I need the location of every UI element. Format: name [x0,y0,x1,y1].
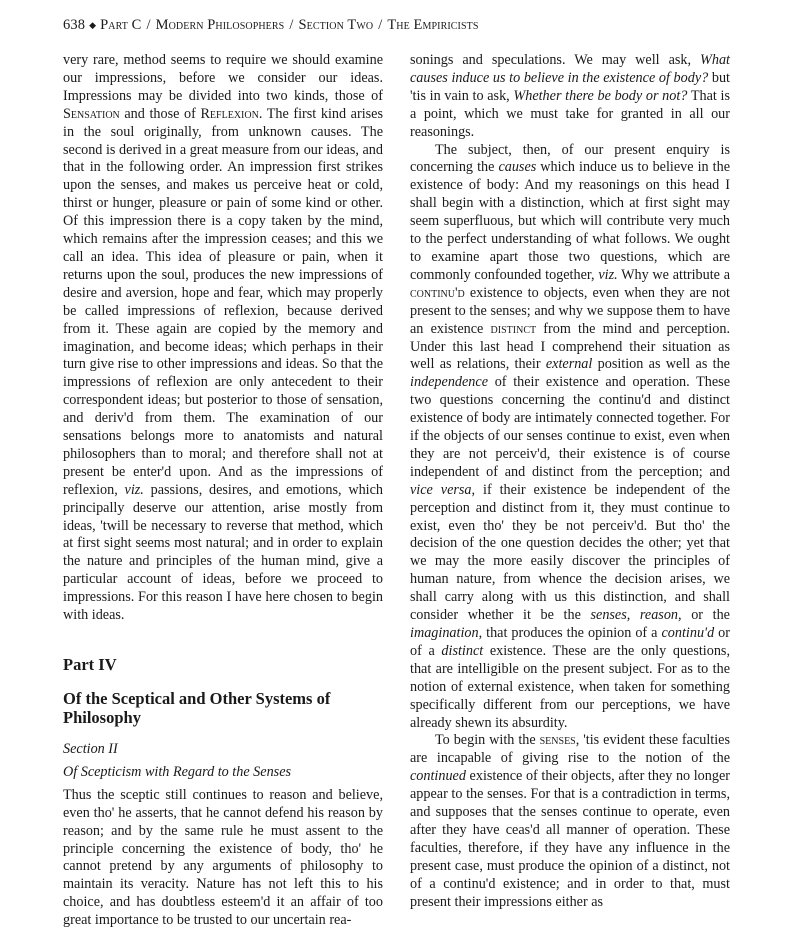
small-caps-term: Sensation [63,105,120,122]
small-caps-term: senses [539,732,576,749]
small-caps-term: continu'd [410,284,465,301]
text-run: The subject, then, of our present enquiry is concerning the [410,141,730,176]
running-head-separator: / [289,17,294,33]
running-head-section: Section Two [298,17,374,33]
italic-term: external [545,356,593,373]
italic-term: imagination [410,625,479,641]
text-run: passions, desires, and emotions, which principally deserve our attention, arise mostly from ideas, 'twill be necessary to reverse that method, which at first sight seems most natural; and in order to explain the nature and principles of the human mind, give a particular account of ideas, before we proceed to impressions. For this reason I have here chosen to begin with ideas. [63,481,383,624]
text-run: That is a point, which we must take for granted in all our reasonings. [410,87,730,140]
italic-term: Whether there be body or not? [513,87,688,104]
text-run: existence to objects, even when they are not present to the senses; and why we suppose them to have an existence [410,284,730,337]
text-run: or the [681,607,730,624]
italic-term: independence [410,374,488,391]
running-head-topic: The Empiricists [387,17,479,33]
text-run: from the mind and perception. Under this last head I comprehend their situation as well as relations, their [410,320,731,373]
text-run: , 'tis evident these faculties are incapable of giving rise to the notion of the [410,732,730,767]
body-paragraph: Thus the sceptic still continues to reason and believe, even tho' he asserts, that he cannot defend his reason by reason; and by the same rule he must assent to the principle concerning the existence of body, tho' he cannot pretend by any arguments of philosophy to maintain its veracity. Nature has not left this to his choice, and has doubtless esteem'd it an affair of too great importance to be trusted to our uncertain rea- [63,786,383,929]
text-run: and those of [119,105,201,122]
diamond-bullet-icon: ◆ [89,20,97,30]
running-head-separator: / [378,17,383,33]
left-column [63,52,383,930]
body-paragraph [410,732,730,911]
text-run: , if their existence be independent of the perception and distinct from it, they must continue to exist, even tho' they be not perceiv'd. But tho' the decision of the one question decides the other; yet that we may the more easily discover the principles of human nature, from whence the decision arises, we shall carry along with us this distinction, and shall consider whether it be the [410,481,730,624]
italic-term: viz. [124,481,144,498]
text-run: . The first kind arises in the soul originally, from unknown causes. The second is derived in a great measure from our ideas, and that in the following order. An impression first strikes upon the senses, and makes us perceive heat or cold, thirst or hunger, pleasure or pain of some kind or other. Of this impression there is a copy taken by the mind, which remains after the impression ceases; and this we call an idea. This idea of pleasure or pain, when it returns upon the soul, produces the new impressions of desire and aversion, hope and fear, which may properly be called impressions of reflexion, because derived from it. These again are copied by the memory and imagination, and become ideas; which perhaps in their turn give rise to other impressions and ideas. So that the impressions of reflexion are only antecedent to their correspondent ideas; but posterior to those of sensation, and deriv'd from them. The examination of our sensations belongs more to anatomists and natural philosophers than to moral; and therefore shall not at present be enter'd upon. And as the impressions of reflexion, [63,105,383,498]
running-head-part: Part C [100,17,142,33]
small-caps-term: distinct [490,320,537,337]
chapter-title: Of the Sceptical and Other Systems of Philosophy [63,689,331,727]
body-paragraph [410,52,730,142]
italic-term: vice versa [410,481,472,498]
right-column [410,52,730,912]
text-run: , that produces the opinion of a [478,625,662,641]
running-head-separator: / [146,17,151,33]
italic-term: What causes induce us to believe in the existence of body? [410,52,730,86]
text-run: sonings and speculations. We may well ask, [410,52,701,68]
text-run: existence. These are the only questions, that are intelligible on the present subject. For as to the notion of external existence, when taken for something specifically different from our perceptions, we have already shewn its absurdity. [410,642,730,731]
body-paragraph [63,52,383,625]
text-run: position as well as the [592,356,730,373]
running-head-section-group: Modern Philosophers [155,17,285,33]
italic-term: senses, reason, [590,607,682,624]
page-number: 638 [63,17,86,33]
section-heading: Section II [63,741,118,757]
text-run: or of a [410,625,730,659]
text-run: of their existence and operation. These two questions concerning the continu'd and distinct existence of body are intimately connected together. For if the objects of our senses continue to exist, even when they are not perceiv'd, their existence is of course independent of and distinct from the perception; and [410,374,730,480]
italic-term: causes [498,159,537,176]
running-head [63,17,743,34]
subsection-heading: Of Scepticism with Regard to the Senses [63,763,292,780]
italic-term: continu'd [661,625,715,641]
text-run: Why we attribute a [617,266,731,283]
part-heading: Part IV [63,655,117,674]
italic-term: distinct [441,642,484,659]
italic-term: continued [410,768,466,785]
text-run: but 'tis in vain to ask, [410,69,730,104]
italic-term: viz. [598,266,618,283]
body-paragraph [410,142,730,733]
text-run: which induce us to believe in the existence of body: And my reasonings on this head I shall begin with a distinction, which at first sight may seem superfluous, but which will contribute very much to the perfect understanding of what follows. We ought to examine apart those two questions, which are commonly confounded together, [410,159,730,283]
small-caps-term: Reflexion [200,105,259,122]
text-run: existence of their objects, after they no longer appear to the senses. For that is a contradiction in terms, and supposes that the senses continue to operate, even after they have ceas'd all manner of operation. These faculties, therefore, if they have any influence in the present case, must produce the opinion of a distinct, not of a continu'd existence; and in order to that, must present their impressions either as [410,768,730,910]
text-run: very rare, method seems to require we should examine our impressions, before we consider our ideas. Impressions may be divided into two kinds, those of [63,52,383,104]
text-run: To begin with the [435,732,540,749]
